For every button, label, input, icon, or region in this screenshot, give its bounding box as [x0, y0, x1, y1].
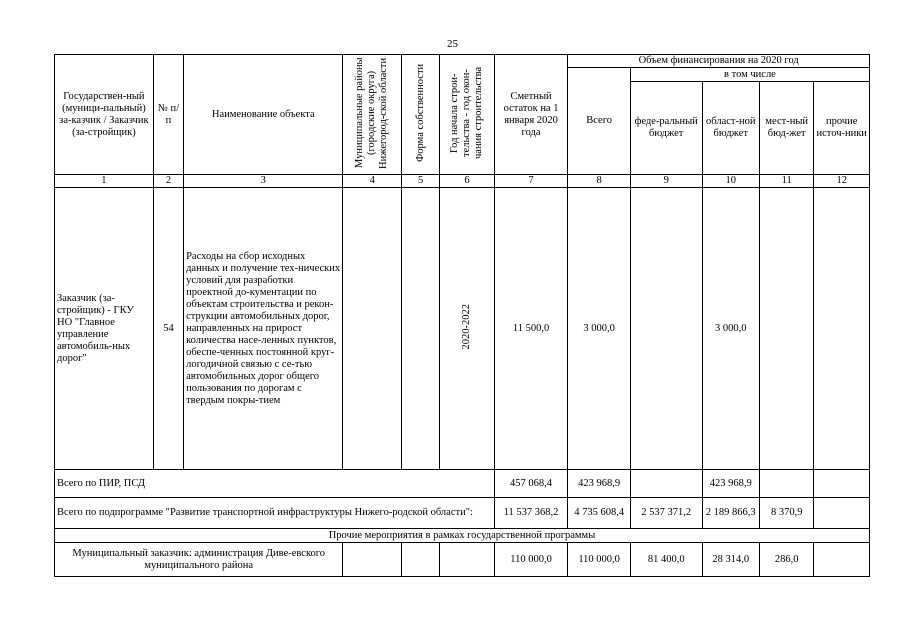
total-pir-regional: 423 968,9 — [702, 470, 759, 498]
col-number: 1 — [55, 175, 154, 188]
row54-estimate: 11 500,0 — [494, 188, 568, 470]
header-including: в том числе — [630, 68, 869, 82]
municipal-federal: 81 400,0 — [630, 543, 702, 577]
total-pir-total: 423 968,9 — [568, 470, 631, 498]
header-other: прочие источ-ники — [814, 82, 870, 175]
total-subprogram-estimate: 11 537 368,2 — [494, 498, 568, 529]
col-number: 5 — [401, 175, 439, 188]
col-number: 2 — [153, 175, 183, 188]
col-number: 10 — [702, 175, 759, 188]
header-years — [440, 55, 494, 175]
total-subprogram-federal: 2 537 371,2 — [630, 498, 702, 529]
section-row — [55, 529, 870, 543]
total-pir-local — [759, 470, 813, 498]
table-row — [55, 188, 870, 470]
header-ownership-text: Форма собственности — [414, 63, 426, 162]
total-pir-row — [55, 470, 870, 498]
total-pir-label: Всего по ПИР, ПСД — [55, 470, 495, 498]
col-number: 3 — [184, 175, 343, 188]
municipal-ownership — [401, 543, 439, 577]
total-pir-estimate: 457 068,4 — [494, 470, 568, 498]
header-federal: феде-ральный бюджет — [630, 82, 702, 175]
row54-federal — [630, 188, 702, 470]
total-pir-federal — [630, 470, 702, 498]
total-subprogram-row — [55, 498, 870, 529]
col-number: 8 — [568, 175, 631, 188]
total-subprogram-total: 4 735 608,4 — [568, 498, 631, 529]
row54-local — [759, 188, 813, 470]
total-subprogram-regional: 2 189 866,3 — [702, 498, 759, 529]
municipal-regional: 28 314,0 — [702, 543, 759, 577]
row54-years — [440, 188, 494, 470]
municipal-other — [814, 543, 870, 577]
page-number: 25 — [447, 38, 458, 50]
row54-customer: Заказчик (за-стройщик) - ГКУ НО "Главное управление автомобиль-ных дорог" — [55, 188, 154, 470]
header-estimate: Сметный остаток на 1 января 2020 года — [494, 55, 568, 175]
municipal-districts — [343, 543, 402, 577]
header-districts — [343, 55, 402, 175]
total-subprogram-label: Всего по подпрограмме "Развитие транспортной инфраструктуры Нижего-родской области": — [55, 498, 495, 529]
row54-num: 54 — [153, 188, 183, 470]
col-number: 12 — [814, 175, 870, 188]
col-number: 4 — [343, 175, 402, 188]
col-number: 11 — [759, 175, 813, 188]
header-object-name: Наименование объекта — [184, 55, 343, 175]
row54-regional: 3 000,0 — [702, 188, 759, 470]
section-other-heading: Прочие мероприятия в рамках государственной программы — [55, 529, 870, 543]
municipal-estimate: 110 000,0 — [494, 543, 568, 577]
municipal-total: 110 000,0 — [568, 543, 631, 577]
row54-years-text: 2020-2022 — [461, 303, 472, 350]
header-num: № п/п — [153, 55, 183, 175]
header-districts-text: Муниципальные районы (городские округа) Нижегород-ской области — [354, 56, 390, 169]
col-number: 6 — [440, 175, 494, 188]
col-number: 7 — [494, 175, 568, 188]
header-local: мест-ный бюд-жет — [759, 82, 813, 175]
header-total: Всего — [568, 68, 631, 175]
header-funding: Объем финансирования на 2020 год — [568, 55, 870, 68]
row54-ownership — [401, 188, 439, 470]
total-subprogram-other — [814, 498, 870, 529]
header-regional: област-ной бюджет — [702, 82, 759, 175]
municipal-row — [55, 543, 870, 577]
header-years-text: Год начала строи-тельства - год окон-чания строительства — [449, 66, 484, 159]
total-pir-other — [814, 470, 870, 498]
row54-districts — [343, 188, 402, 470]
financing-table — [54, 54, 870, 577]
total-subprogram-local: 8 370,9 — [759, 498, 813, 529]
header-customer: Государствен-ный (муници-пальный) за-казчик / Заказчик (за-стройщик) — [55, 55, 154, 175]
municipal-years — [440, 543, 494, 577]
header-ownership — [401, 55, 439, 175]
municipal-label: Муниципальный заказчик: администрация Диве-евского муниципального района — [55, 543, 343, 577]
col-number: 9 — [630, 175, 702, 188]
municipal-local: 286,0 — [759, 543, 813, 577]
row54-total: 3 000,0 — [568, 188, 631, 470]
row54-other — [814, 188, 870, 470]
column-numbers-row — [55, 175, 870, 188]
row54-object-name: Расходы на сбор исходных данных и получение тех-нических условий для разработки проектной до-кументации по объектам строительства и рекон-струкции автомобильных дорог, направленных на прирост количества насе-ленных пунктов, обеспе-ченных постоянной круг-логодичной связью с се-тью автомобильных дорог общего пользования по дорогам с твердым покры-тием — [184, 188, 343, 470]
